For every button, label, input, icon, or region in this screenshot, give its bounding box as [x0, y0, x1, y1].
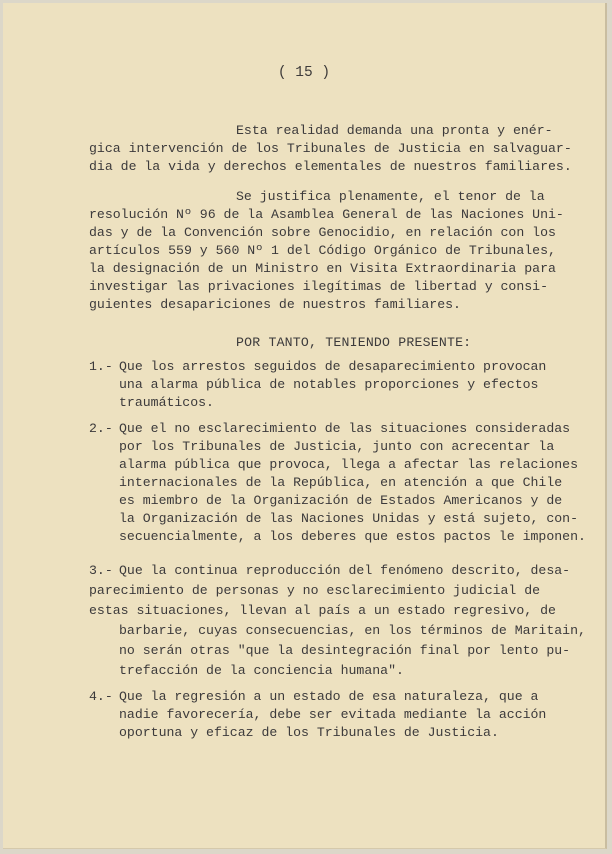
item-3-line: parecimiento de personas y no esclarecimiento judicial de	[89, 583, 541, 598]
item-3-line: no serán otras "que la desintegración final por lento pu-	[119, 643, 571, 658]
item-4-line: oportuna y eficaz de los Tribunales de Justicia.	[119, 725, 499, 740]
item-1-line: traumáticos.	[119, 395, 214, 410]
paragraph-1-line: Esta realidad demanda una pronta y enér-	[236, 123, 553, 138]
item-2-line: alarma pública que provoca, llega a afectar las relaciones	[119, 457, 578, 472]
paragraph-2-line: resolución Nº 96 de la Asamblea General de las Naciones Uni-	[89, 207, 564, 222]
section-heading: POR TANTO, TENIENDO PRESENTE:	[236, 335, 472, 350]
paragraph-2-line: das y de la Convención sobre Genocidio, en relación con los	[89, 225, 556, 240]
item-1-line: Que los arrestos seguidos de desaparecimiento provocan	[119, 359, 547, 374]
item-4-line: Que la regresión a un estado de esa naturaleza, que a	[119, 689, 539, 704]
page-number: ( 15 )	[277, 65, 331, 81]
item-3-line: Que la continua reproducción del fenómeno descrito, desa-	[119, 563, 571, 578]
paragraph-1-line: gica intervención de los Tribunales de Justicia en salvaguar-	[89, 141, 572, 156]
document-page	[3, 3, 607, 849]
item-3-line: barbarie, cuyas consecuencias, en los términos de Maritain,	[119, 623, 586, 638]
item-number: 4.-	[89, 689, 113, 704]
item-number: 3.-	[89, 563, 113, 578]
paragraph-2-line: artículos 559 y 560 Nº 1 del Código Orgánico de Tribunales,	[89, 243, 556, 258]
item-number: 2.-	[89, 421, 113, 436]
paragraph-1-line: dia de la vida y derechos elementales de nuestros familiares.	[89, 159, 572, 174]
item-2-line: secuencialmente, a los deberes que estos pactos le imponen.	[119, 529, 586, 544]
paragraph-2-line: investigar las privaciones ilegítimas de libertad y consi-	[89, 279, 548, 294]
item-2-line: la Organización de las Naciones Unidas y está sujeto, con-	[119, 511, 578, 526]
item-number: 1.-	[89, 359, 113, 374]
paragraph-2-line: guientes desapariciones de nuestros familiares.	[89, 297, 461, 312]
item-2-line: internacionales de la República, en atención a que Chile	[119, 475, 563, 490]
item-2-line: Que el no esclarecimiento de las situaciones consideradas	[119, 421, 571, 436]
item-1-line: una alarma pública de notables proporciones y efectos	[119, 377, 539, 392]
item-3-line: estas situaciones, llevan al país a un estado regresivo, de	[89, 603, 556, 618]
paragraph-2-line: la designación de un Ministro en Visita Extraordinaria para	[89, 261, 556, 276]
item-3-line: trefacción de la conciencia humana".	[119, 663, 404, 678]
item-2-line: es miembro de la Organización de Estados Americanos y de	[119, 493, 563, 508]
item-2-line: por los Tribunales de Justicia, junto con acrecentar la	[119, 439, 555, 454]
paragraph-2-line: Se justifica plenamente, el tenor de la	[236, 189, 545, 204]
item-4-line: nadie favorecería, debe ser evitada mediante la acción	[119, 707, 547, 722]
